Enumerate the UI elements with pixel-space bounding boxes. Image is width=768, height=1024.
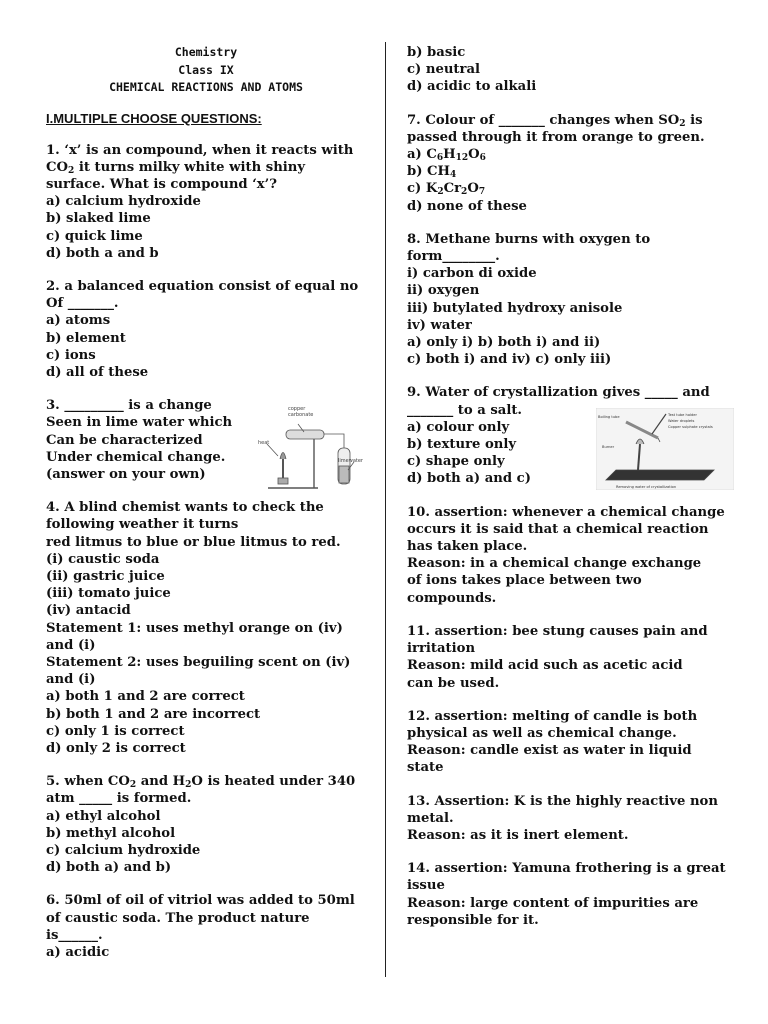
- question-line: b) $CH_4$: [407, 164, 457, 181]
- question-line: a) ethyl alcohol: [46, 808, 161, 824]
- question-line: b) element: [46, 330, 126, 346]
- question-line: c) only 1 is correct: [46, 723, 185, 739]
- question-line: Under chemical change.: [46, 449, 226, 465]
- right-question-8: [407, 793, 737, 845]
- right-column: [407, 44, 737, 945]
- question-line: b) slaked lime: [46, 211, 151, 227]
- question-line: Statement 2: uses beguiling scent on (iv): [46, 654, 351, 670]
- left-question-list: [46, 142, 376, 962]
- question-line: passed through it from orange to green.: [407, 129, 705, 145]
- question-line: Seen in lime water which: [46, 415, 233, 431]
- column-divider: [385, 42, 386, 977]
- question-line: 11. assertion: bee stung causes pain and: [407, 623, 708, 639]
- question-line: c) neutral: [407, 62, 481, 78]
- crystallization-apparatus-figure: [596, 408, 734, 490]
- fig2-caption: Removing water of crystallization: [616, 485, 677, 489]
- question-line: compounds.: [407, 590, 497, 606]
- question-line: $CO_2$ it turns milky white with shiny: [46, 159, 306, 176]
- question-line: c) $K_2Cr_2O_7$: [407, 181, 486, 198]
- question-line: Reason: in a chemical change exchange: [407, 556, 702, 572]
- question-line: (ii) gastric juice: [46, 568, 165, 584]
- question-line: is______.: [46, 927, 103, 943]
- question-line: c) calcium hydroxide: [46, 843, 201, 859]
- fig2-label-burner: Burner: [602, 445, 615, 449]
- question-line: and (i): [46, 672, 96, 688]
- question-line: Reason: mild acid such as acetic acid: [407, 658, 683, 674]
- question-line: red litmus to blue or blue litmus to red.: [46, 534, 341, 550]
- question-line: 10. assertion: whenever a chemical change: [407, 504, 725, 520]
- question-line: d) acidic to alkali: [407, 79, 537, 95]
- left-question-1: [46, 142, 376, 262]
- left-question-5: [46, 773, 376, 876]
- question-line: state: [407, 760, 444, 776]
- question-line: c) both i) and iv) c) only iii): [407, 352, 612, 368]
- question-line: 2. a balanced equation consist of equal no: [46, 278, 359, 294]
- question-line: and (i): [46, 637, 96, 653]
- question-line: Reason: candle exist as water in liquid: [407, 743, 692, 759]
- question-line: responsible for it.: [407, 912, 539, 928]
- question-line: d) all of these: [46, 364, 149, 380]
- question-line: b) basic: [407, 45, 466, 60]
- question-line: c) shape only: [407, 454, 505, 470]
- right-question-2: [407, 112, 737, 215]
- left-question-2: [46, 278, 376, 381]
- right-question-6: [407, 623, 737, 692]
- right-question-1: [407, 44, 737, 96]
- fig2-label-copper-sulphate: Copper sulphate crystals: [668, 425, 713, 429]
- question-line: (answer on your own): [46, 466, 206, 482]
- question-line: a) calcium hydroxide: [46, 194, 201, 210]
- question-line: i) carbon di oxide: [407, 266, 537, 282]
- question-line: iii) butylated hydroxy anisole: [407, 300, 623, 316]
- question-line: irritation: [407, 641, 476, 657]
- fig1-label-copper: copper: [288, 406, 306, 412]
- question-line: issue: [407, 878, 445, 894]
- section-title: I.MULTIPLE CHOOSE QUESTIONS:: [46, 110, 262, 126]
- question-line: a) acidic: [46, 945, 110, 961]
- question-line: 9. Water of crystallization gives _____ and: [407, 385, 710, 401]
- fig2-label-droplets: Water droplets: [668, 419, 695, 423]
- question-line: 13. Assertion: K is the highly reactive non: [407, 793, 718, 809]
- fig1-label-carbonate: carbonate: [288, 412, 314, 418]
- question-line: b) both 1 and 2 are incorrect: [46, 706, 261, 722]
- fig2-label-holder: Test tube holder: [668, 413, 697, 417]
- question-line: Statement 1: uses methyl orange on (iv): [46, 620, 343, 636]
- question-line: ii) oxygen: [407, 283, 480, 299]
- question-line: d) both a) and c): [407, 471, 531, 487]
- question-line: 6. 50ml of oil of vitriol was added to 50ml: [46, 893, 355, 909]
- question-line: (iv) antacid: [46, 603, 131, 619]
- document-header: [46, 44, 366, 97]
- question-line: a) colour only: [407, 419, 510, 435]
- question-line: c) ions: [46, 347, 96, 363]
- question-line: b) methyl alcohol: [46, 825, 176, 841]
- question-line: occurs it is said that a chemical reaction: [407, 521, 709, 537]
- right-question-7: [407, 708, 737, 777]
- question-line: c) quick lime: [46, 228, 143, 244]
- question-line: 3. _________ is a change: [46, 398, 212, 414]
- left-column: [46, 44, 376, 977]
- question-line: a) both 1 and 2 are correct: [46, 689, 245, 705]
- question-line: atm _____ is formed.: [46, 791, 192, 807]
- question-line: d) both a) and b): [46, 860, 172, 876]
- chapter-title: CHEMICAL REACTIONS AND ATOMS: [109, 80, 303, 94]
- question-line: (iii) tomato juice: [46, 586, 171, 602]
- question-line: physical as well as chemical change.: [407, 725, 677, 741]
- question-line: Reason: large content of impurities are: [407, 895, 699, 911]
- question-line: 7. Colour of _______ changes when $SO_2$ is: [407, 112, 703, 129]
- question-line: 14. assertion: Yamuna frothering is a great: [407, 861, 726, 877]
- question-line: d) none of these: [407, 198, 527, 214]
- question-line: 5. when $CO_2$ and $H_2O$ is heated under 340: [46, 774, 356, 791]
- right-question-5: [407, 504, 737, 607]
- question-line: a) atoms: [46, 313, 111, 329]
- question-line: form________.: [407, 249, 500, 265]
- question-line: 4. A blind chemist wants to check the: [46, 500, 324, 516]
- question-line: of ions takes place between two: [407, 573, 642, 589]
- question-line: (i) caustic soda: [46, 551, 160, 567]
- question-line: can be used.: [407, 675, 500, 691]
- question-line: a) only i) b) both i) and ii): [407, 335, 601, 351]
- question-line: _______ to a salt.: [407, 402, 523, 418]
- question-line: 12. assertion: melting of candle is both: [407, 708, 698, 724]
- question-line: Can be characterized: [46, 432, 203, 448]
- fig1-label-limewater: limewater: [338, 458, 363, 464]
- question-line: b) texture only: [407, 437, 517, 453]
- question-line: surface. What is compound ‘x’?: [46, 176, 277, 192]
- subject-title: Chemistry: [174, 45, 238, 59]
- fig2-label-boiling-tube: Boiling tube: [598, 415, 620, 419]
- left-question-6: [46, 892, 376, 961]
- question-line: of caustic soda. The product nature: [46, 910, 310, 926]
- question-line: 8. Methane burns with oxygen to: [407, 231, 651, 247]
- question-line: 1. ‘x’ is an compound, when it reacts with: [46, 142, 354, 158]
- question-line: iv) water: [407, 317, 472, 333]
- question-line: following weather it turns: [46, 517, 239, 533]
- right-question-9: [407, 860, 737, 929]
- question-line: Of _______.: [46, 296, 119, 312]
- question-line: d) only 2 is correct: [46, 741, 186, 756]
- right-question-3: [407, 231, 737, 369]
- question-line: Reason: as it is inert element.: [407, 827, 629, 843]
- question-line: metal.: [407, 810, 454, 826]
- fig1-label-heat: heat: [258, 440, 270, 446]
- left-question-4: [46, 499, 376, 757]
- question-line: a) $C_6H_{12}O_6$: [407, 147, 486, 164]
- question-line: d) both a and b: [46, 245, 159, 261]
- question-line: has taken place.: [407, 539, 528, 555]
- class-title: Class IX: [178, 62, 234, 77]
- limewater-apparatus-figure: [258, 404, 370, 490]
